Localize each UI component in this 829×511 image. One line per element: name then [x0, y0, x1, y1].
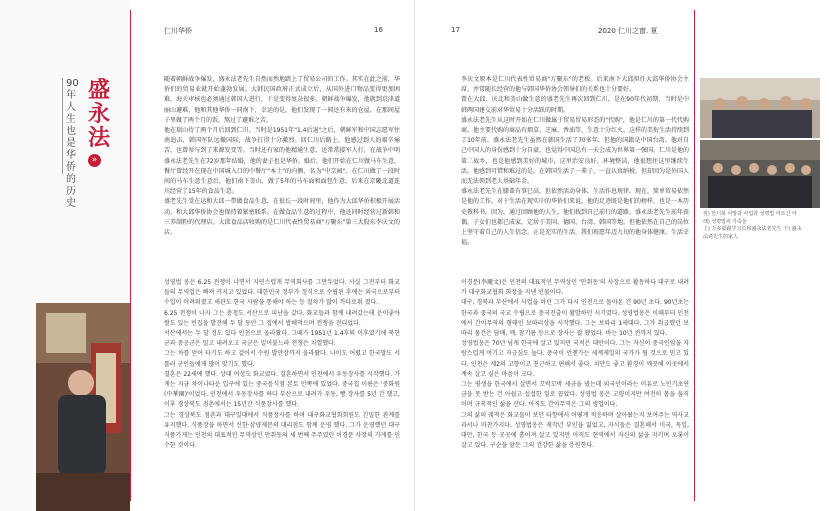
- chevron-badge-icon: »: [88, 154, 101, 167]
- family-photo-bottom: [700, 140, 820, 208]
- right-accent-rule: [694, 10, 695, 501]
- korean-text-right: [461, 278, 689, 451]
- paragraph: 盛老先生受在达和大邱一带做食品生意，在很长一段时间里，他作为大邱华侨积极开展活动，和大邱华侨协会也保持着紧密联系。在做食品生意的过程中，他还同时经营过新韩和三养制粉的代理店。大邱食品店收购的是仁川代表性贸易商"万聚东"第三大股东李庆文的店。: [164, 198, 400, 237]
- header-section-label: 仁川华侨: [164, 27, 192, 35]
- article-subtitle: 90年人生也是华侨的历史: [66, 78, 79, 209]
- paragraph: 결혼은 22세에 했다. 상대 여성도 화교였다. 결혼하면서 인천에서 우동장사를 시작했다. 가게는 지금 차이나타운 입구에 있는 중국음식점 본토 안쪽에 있었다. 중국집 이름은 '중화원(中華園)'이었다. 인천에서 우동장사를 하다 부산으로 내려가 우동, 빵 장사를 5년 간 했고, 이후 경상북도 점촌에서는 15년간 식품장사를 했다.: [164, 370, 400, 409]
- photo-caption: [703, 211, 803, 241]
- paragraph: 李庆文原本是仁川代表性贸易商"万聚东"的老板。后来南下大邱担任大邱华侨协会主席，并常随长经营的他与韩国华侨协会领导们的关系也十分要好。: [461, 76, 689, 94]
- paragraph: 盛永法老先生从这时开始在仁川做属于贸易贸易形态的"代购"，他是仁川的第一代代购商。他主要代购的商品有烟草、芝麻、香油等，生意十分红火。这样的美衔生活持续到了10年前。盛永法老先生虽然在韩国生活了70多年，但他的国籍是中国台湾。他对自己中国人的身份感到十分自豪，也觉得中国总有一天会成为世界第一强国。仁川是他的第二故乡，也是他感到美好的城市，这里治安良好、环境整洁，他很想住这里继续生活。他感到可惜和难过的是，在韩国生活了一辈子，一直认真纳税，但却因为是外国人而无法领到老人基础年金。: [461, 116, 690, 186]
- paragraph: 盛永法老先生在膝盖有事已高，但依然活动身体，生活作息规律。现在，简单贸易依然是他的工作。对于生活在现实中的华侨们来说，他的足迹既是他们的榜样，也是一本历史教科书。因为，通过回顾他的人生，他们找到自己前行的道路。盛永法老先生前年丧偶，子女们也都已成家，定居于美国、德国、台湾、韩国等地，但他依然在自己的岗位上坚守着自己的人生信念。正是充实的生活，我们祝愿年迈九旬的他身体健康，生活幸福。: [461, 188, 690, 247]
- subtitle-divider: [62, 78, 63, 174]
- portrait-photo: [36, 303, 130, 511]
- paragraph: 대구, 경북과 부산에서 사업을 하던 그가 다시 인천으로 돌아온 건 90년 초다. 90년초는 한국과 중국의 국교 수립으로 중국진출이 활발하던 시기였다. 성영법옹은 이때부터 인천에서 간이무역의 형태인 보따리상을 시작했다. 그는 보따리 1세대다. 그가 취급했던 보따리 물건은 담배, 깨, 참기름 등으로 장사는 잘 됐었다. 바는 10년 전까지 있다.: [461, 299, 689, 338]
- header-issue-label: 2020 仁川之窗. 夏: [598, 27, 658, 35]
- portrait-photo-graphic: [36, 303, 130, 511]
- family-photo-bottom-graphic: [700, 140, 820, 208]
- paragraph: 그는 평생을 한국에서 살면서 꼬박꼬박 세금을 냈는데 외국인이라는 이유로 노인기초연금을 못 받는 건 아쉽고 섭섭한 일로 꼽았다. 성영법 옹은 고령이지만 여전히 몸을 움직이며 규칙적인 삶을 산다. 아직도 간이무역은 그의 생업이다.: [461, 381, 689, 409]
- paragraph: 随着朝鲜战争爆发，盛永法老先生自然而然地踏上了贸易公司的工作。其实在此之前，华侨们的贸易业就开始蓬勃发展。大韩民国政府正式成立后，从国外进口物品变得更加困难，海关审核也必须通过韩国人进行，于是变得复杂很多。朝鲜战争爆发，他就到京津道丽山避难，他和其他华侨一同南下，幸运的是，他们发现了一间还有米的仓屋，在那间屋子里做了两个月的饭，熬过了避难之苦。: [164, 76, 400, 124]
- paragraph: 서산에서는 두 달 정도 있다 인천으로 올라왔다. 그때가 1951년 1.4후퇴 이후였기에 북한군과 중공군은 밀고 내려오고 국군은 밀어붙느라 전쟁은 치열했다.: [164, 330, 400, 348]
- paragraph: 그는 경상북도 점촌과 대구일대에서 식품장사를 하며 대구화교협회회원도 긴밀한 관계를 유지했다. 식품장을 하면서 신한·삼양제분의 대리점도 함께 운영 했다. 그가 운영했던 대구 식품가게는 인천의 대표적인 무역상인 만취동의 세 번째 주주였던 이경문 사장의 가게를 인수한 것이다.: [164, 411, 400, 450]
- article-title: 盛永法: [88, 77, 111, 151]
- photo-caption-zh: 上) 万多福跟学习长和盛永法老先生 下) 盛永法老先生的家人: [703, 226, 802, 240]
- paragraph: 성영법 옹은 6.25 전쟁이 나면서 자연스럽게 무역회사를 그만두었다. 사실 그전부터 화교들의 무역업은 빠져 커지고 있었다. 대한민국 정부가 정식으로 수립된 후에는 외국으로부터 수입이 어려워졌고 세관도 한국 사람을 통해야 하는 등 절차가 많이 까다로워 졌다.: [164, 279, 400, 307]
- chinese-text-left: [164, 75, 400, 238]
- family-photo-top: [700, 78, 820, 138]
- paragraph: 이경문(李慶文)은 인천의 대표적인 무역상인 '만취동'의 사장으로 활동하다 대구로 내려가 대구화교협회 회장을 지낸 인물이다.: [461, 279, 689, 297]
- photo-caption-ko: 위) 만디북 사망과 사업과 성명법 어르신 아래) 성명법씨 가족들: [703, 211, 797, 225]
- paragraph: 성영법옹은 70년 넘게 한국에 살고 있지만 국적은 대만이다. 그는 자신이 중국인임을 자랑스럽게 여기고 자긍심도 높다. 중국이 언젠가는 세계제일의 국가가 될 것으로 믿고 있다. 인천은 제2의 고향이고 친근하고 편해서 좋다. 치안도 좋고 환경이 깨끗해 이곳에서 계속 살고 싶은 마음이 크다.: [461, 340, 689, 378]
- page-number-left: 16: [374, 26, 383, 34]
- paragraph: 6.25 전쟁이 나자 그는 충청도 서산으로 피난을 갔다. 화교들과 함께 내려갔는데 운이좋아 쌀도 있는 빈집을 발견해 두 달 동안 그 집에서 밥해먹으며 전쟁을 견디었다.: [164, 309, 400, 327]
- korean-text-left: [164, 278, 400, 451]
- gutter-line: [414, 0, 415, 511]
- chinese-text-right: [461, 75, 689, 248]
- page-number-right: 17: [451, 26, 460, 34]
- family-photo-top-graphic: [700, 78, 820, 138]
- paragraph: 그는 차를 얻어 타기도 하고 걸어서 수원 발안장까지 올라왔다. 나이도 어렸고 한국말도 서툴러 군인들에게 많이 맞기도 했다.: [164, 350, 400, 368]
- paragraph: 그의 삶의 궤적은 화교들이 보던 타향에서 어떻게 적응하며 살아왔는지 보여주는 역사교과서나 마찬가지다. 성영법옹은 재작년 부인을 잃었고, 자식들은 결혼해서 미국, 독일, 대만, 한국 등 곳곳에 흩어져 살고 있지만 아직도 현역에서 자신의 삶을 지키며 오롯이 살고 있다. 구순을 앞둔 그의 건강한 삶을 응원한다.: [461, 411, 689, 450]
- paragraph: 他在瑞山待了两个月后回到仁川。当时是1951年"1.4后退"之后，朝鲜军和中国志愿军往南追击，韩国军队远撤国际，战争打得十分激烈。回仁川后路上，他感过到人的艰辛痛苦，也曾参与到了来源发变等。当时还有家的他精通生意，还常常接军人打，在战争中明盛永法老先生在72岁那年结婚，他的妻子也是华侨。婚后，他们开始在仁川做马车生意，餐厅曾经开在现在中国城入口的中餐厅"本土"的内侧，名为"中宗园"。在仁川做了一段时间的马车生意生意后，他们南下釜山，做了5年的马车面和面包生意，后来在京畿北道连川经营了15年的食品生意。: [164, 127, 400, 196]
- paragraph: 曾在大邱、庆北和釜山做生意的盛老先生再次回到仁川，是在90年代初期，当时是中韩两国建交前对华贸易十分活跃的时期。: [461, 96, 689, 114]
- left-accent-rule: [130, 10, 131, 501]
